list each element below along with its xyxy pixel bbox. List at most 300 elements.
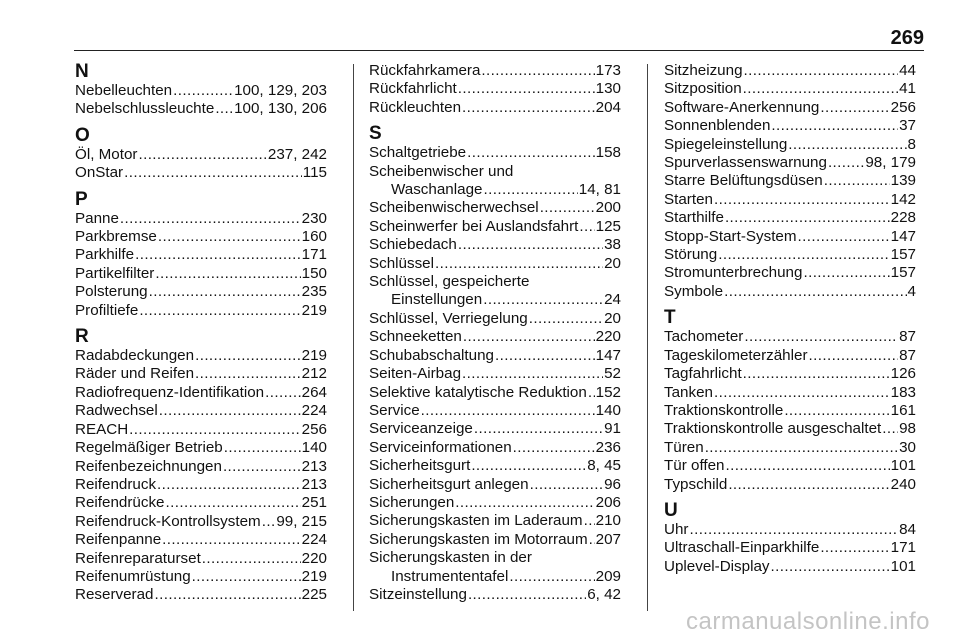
page-reference: 115	[302, 164, 327, 182]
index-entry	[75, 164, 327, 182]
index-entry	[664, 172, 916, 190]
index-entry	[664, 457, 916, 475]
page-reference: 200	[595, 199, 621, 217]
index-entry	[75, 302, 327, 320]
page-reference: 140	[595, 401, 621, 419]
index-term: Sicherheitsgurt	[369, 457, 471, 475]
watermark: carmanualsonline.info	[686, 608, 930, 635]
index-entry	[664, 521, 916, 539]
index-term: Tür offen	[664, 457, 725, 475]
index-entry	[664, 328, 916, 346]
index-term: Software-Anerkennung	[664, 98, 820, 116]
index-entry	[369, 365, 621, 383]
page-reference: 157	[890, 246, 916, 264]
index-entry	[75, 402, 327, 420]
dot-leader	[265, 384, 301, 402]
index-entry	[75, 265, 327, 283]
index-entry	[664, 283, 916, 301]
dot-leader	[820, 539, 889, 557]
dot-leader	[138, 146, 266, 164]
index-entry	[664, 420, 916, 438]
dot-leader	[579, 218, 594, 236]
page-reference: 220	[595, 328, 621, 346]
index-term: Tagfahrlicht	[664, 365, 742, 383]
index-term: Schlüssel, Verriegelung	[369, 309, 528, 327]
dot-leader	[784, 402, 889, 420]
dot-leader	[495, 347, 595, 365]
index-term: Rückfahrlicht	[369, 80, 457, 98]
dot-leader	[120, 210, 301, 228]
index-term: Reserverad	[75, 586, 154, 604]
section-letter: P	[75, 188, 88, 210]
page-reference: 96	[604, 475, 621, 493]
index-entry	[75, 568, 327, 586]
index-term: Räder und Reifen	[75, 365, 195, 383]
page-reference: 20	[604, 254, 621, 272]
index-term: Instrumententafel	[391, 567, 509, 585]
dot-leader	[743, 80, 898, 98]
dot-leader	[530, 476, 604, 494]
index-entry	[664, 384, 916, 402]
index-term: Einstellungen	[391, 291, 483, 309]
index-entry-heading: Sicherungskasten in der	[369, 549, 532, 567]
page-reference: 219	[301, 567, 327, 585]
index-entry	[664, 476, 916, 494]
page-reference: 101	[890, 557, 916, 575]
page-reference: 183	[890, 383, 916, 401]
index-term: Sitzposition	[664, 80, 742, 98]
page-reference: 224	[301, 531, 327, 549]
index-term: Ultraschall-Einparkhilfe	[664, 539, 820, 557]
page-reference: 251	[301, 494, 327, 512]
index-term: Waschanlage	[391, 181, 483, 199]
index-term: Partikelfilter	[75, 264, 155, 282]
index-entry	[369, 476, 621, 494]
dot-leader	[771, 558, 890, 576]
page-reference: 4	[907, 282, 916, 300]
dot-leader	[139, 302, 300, 320]
index-term: Reifendrücke	[75, 494, 165, 512]
index-entry	[664, 264, 916, 282]
index-term: Service	[369, 401, 420, 419]
section-letter: U	[664, 499, 678, 521]
dot-leader	[129, 421, 300, 439]
index-term: Scheibenwischerwechsel	[369, 199, 539, 217]
dot-leader	[195, 347, 301, 365]
page-reference: 98, 179	[865, 154, 916, 172]
index-term: Reifenpanne	[75, 531, 162, 549]
dot-leader	[714, 384, 890, 402]
page-reference: 140	[301, 439, 327, 457]
index-entry	[369, 218, 621, 236]
page-reference: 91	[604, 420, 621, 438]
dot-leader	[798, 228, 890, 246]
dot-leader	[828, 154, 864, 172]
index-entry	[369, 236, 621, 254]
index-entry	[75, 100, 327, 118]
dot-leader	[483, 181, 577, 199]
index-term: Traktionskontrolle ausgeschaltet	[664, 420, 882, 438]
page-reference: 84	[899, 520, 916, 538]
dot-leader	[820, 99, 889, 117]
index-entry	[664, 439, 916, 457]
index-entry	[75, 146, 327, 164]
dot-leader	[589, 531, 595, 549]
index-term: Serviceanzeige	[369, 420, 473, 438]
index-entry	[75, 513, 327, 531]
index-term: Radabdeckungen	[75, 347, 195, 365]
page-reference: 125	[595, 217, 621, 235]
page-reference: 236	[595, 438, 621, 456]
dot-leader	[462, 365, 603, 383]
dot-leader	[155, 586, 301, 604]
dot-leader	[463, 328, 595, 346]
index-term: Spiegeleinstellung	[664, 135, 788, 153]
index-entry	[369, 144, 621, 162]
index-term: Sicherungen	[369, 493, 455, 511]
index-entry	[664, 365, 916, 383]
page-reference: 230	[301, 209, 327, 227]
dot-leader	[157, 476, 301, 494]
index-entry	[664, 80, 916, 98]
index-entry	[664, 62, 916, 80]
index-entry	[369, 199, 621, 217]
index-term: Radwechsel	[75, 402, 158, 420]
index-term: Selektive katalytische Reduktion	[369, 383, 587, 401]
index-entry	[369, 494, 621, 512]
dot-leader	[158, 228, 301, 246]
page-reference: 240	[890, 475, 916, 493]
index-entry	[369, 531, 621, 549]
page-reference: 101	[890, 457, 916, 475]
index-entry	[664, 246, 916, 264]
dot-leader	[481, 62, 594, 80]
page-reference: 237, 242	[267, 145, 327, 163]
index-entry	[75, 586, 327, 604]
index-term: Radiofrequenz-Identifikation	[75, 383, 265, 401]
index-term: Tanken	[664, 383, 713, 401]
index-term: Tachometer	[664, 328, 744, 346]
dot-leader	[725, 209, 890, 227]
index-column-3	[664, 62, 916, 576]
index-entry	[75, 365, 327, 383]
index-entry	[75, 439, 327, 457]
index-term: Schiebedach	[369, 236, 457, 254]
page-reference: 219	[301, 301, 327, 319]
page-reference: 147	[890, 227, 916, 245]
dot-leader	[728, 476, 889, 494]
dot-leader	[458, 236, 603, 254]
page-reference: 8, 45	[587, 457, 621, 475]
index-entry	[369, 62, 621, 80]
index-entry	[75, 494, 327, 512]
dot-leader	[584, 512, 595, 530]
section-letter: O	[75, 124, 90, 146]
index-term: Starten	[664, 190, 713, 208]
index-term: Polsterung	[75, 283, 148, 301]
index-entry	[664, 347, 916, 365]
index-term: Sonnenblenden	[664, 117, 771, 135]
column-divider	[353, 64, 354, 611]
dot-leader	[166, 494, 301, 512]
page-reference: 147	[595, 346, 621, 364]
index-term: Stromunterbrechung	[664, 264, 803, 282]
dot-leader	[743, 365, 890, 383]
dot-leader	[474, 420, 603, 438]
dot-leader	[744, 62, 899, 80]
index-entry	[369, 255, 621, 273]
page-reference: 225	[301, 586, 327, 604]
index-entry	[75, 458, 327, 476]
page-reference: 171	[301, 246, 327, 264]
dot-leader	[421, 402, 595, 420]
dot-leader	[467, 144, 595, 162]
dot-leader	[726, 457, 890, 475]
index-term: Nebelschlussleuchte	[75, 100, 215, 118]
index-term: Rückleuchten	[369, 98, 462, 116]
index-term: Regelmäßiger Betrieb	[75, 439, 223, 457]
index-entry	[369, 181, 621, 199]
index-term: Türen	[664, 438, 704, 456]
index-term: Sicherungskasten im Motorraum	[369, 530, 588, 548]
dot-leader	[809, 347, 899, 365]
index-entry	[664, 558, 916, 576]
index-term: Panne	[75, 209, 119, 227]
header-rule	[74, 50, 924, 51]
page-reference: 98	[899, 420, 916, 438]
page-reference: 235	[301, 283, 327, 301]
index-entry	[75, 246, 327, 264]
page-reference: 100, 129, 203	[234, 82, 327, 99]
page-reference: 213	[301, 457, 327, 475]
dot-leader	[462, 99, 595, 117]
dot-leader	[195, 365, 301, 383]
index-term: Tageskilometerzähler	[664, 346, 808, 364]
index-entry	[369, 328, 621, 346]
index-term: Starthilfe	[664, 209, 724, 227]
index-entry	[369, 439, 621, 457]
index-term: Schaltgetriebe	[369, 144, 467, 162]
dot-leader	[803, 264, 889, 282]
index-entry	[664, 154, 916, 172]
dot-leader	[149, 283, 301, 301]
index-term: Störung	[664, 246, 718, 264]
page-reference: 171	[890, 539, 916, 557]
index-term: Uhr	[664, 520, 689, 538]
page-reference: 207	[595, 530, 621, 548]
page-reference: 213	[301, 475, 327, 493]
section-letter: N	[75, 61, 89, 82]
index-entry	[75, 283, 327, 301]
dot-leader	[455, 494, 594, 512]
index-term: Schneeketten	[369, 328, 462, 346]
index-term: Serviceinformationen	[369, 438, 512, 456]
index-entry	[75, 421, 327, 439]
dot-leader	[162, 531, 301, 549]
index-entry	[75, 476, 327, 494]
page-reference: 212	[301, 365, 327, 383]
page-reference: 224	[301, 402, 327, 420]
column-divider	[647, 64, 648, 611]
index-term: Reifendruck-Kontrollsystem	[75, 512, 261, 530]
index-term: Stopp-Start-System	[664, 227, 797, 245]
index-entry	[75, 228, 327, 246]
index-entry	[75, 550, 327, 568]
page-reference: 44	[899, 62, 916, 79]
index-term: Sitzheizung	[664, 62, 743, 79]
index-entry	[75, 384, 327, 402]
index-entry	[664, 117, 916, 135]
index-entry	[369, 586, 621, 604]
index-entry	[369, 420, 621, 438]
index-entry	[664, 191, 916, 209]
page-reference: 99, 215	[276, 512, 327, 530]
page-reference: 219	[301, 347, 327, 365]
page-reference: 20	[604, 309, 621, 327]
index-term: Reifenbezeichnungen	[75, 457, 222, 475]
page-reference: 209	[595, 567, 621, 585]
index-term: OnStar	[75, 164, 124, 182]
index-term: REACH	[75, 420, 129, 438]
dot-leader	[223, 458, 301, 476]
index-entry-heading: Scheibenwischer und	[369, 162, 514, 180]
index-entry	[75, 347, 327, 365]
dot-leader	[192, 568, 301, 586]
dot-leader	[173, 82, 233, 100]
index-term: Traktionskontrolle	[664, 401, 784, 419]
dot-leader	[718, 246, 889, 264]
section-letter: R	[75, 326, 89, 348]
dot-leader	[135, 246, 301, 264]
dot-leader	[724, 283, 906, 301]
page-reference: 210	[595, 512, 621, 530]
page-reference: 37	[899, 117, 916, 135]
dot-leader	[458, 80, 595, 98]
dot-leader	[262, 513, 276, 531]
index-entry	[369, 310, 621, 328]
page-number: 269	[890, 27, 924, 49]
index-term: Öl, Motor	[75, 145, 138, 163]
index-term: Uplevel-Display	[664, 557, 770, 575]
dot-leader	[529, 310, 603, 328]
index-entry	[664, 539, 916, 557]
index-term: Symbole	[664, 282, 724, 300]
dot-leader	[513, 439, 595, 457]
page-reference: 38	[604, 236, 621, 254]
dot-leader	[689, 521, 898, 539]
index-entry	[369, 512, 621, 530]
dot-leader	[471, 457, 586, 475]
index-term: Sicherungskasten im Laderaum	[369, 512, 583, 530]
index-term: Typschild	[664, 475, 728, 493]
dot-leader	[468, 586, 586, 604]
page-reference: 173	[595, 62, 621, 79]
section-letter: T	[664, 307, 676, 329]
index-term: Reifendruck	[75, 475, 157, 493]
page-reference: 142	[890, 190, 916, 208]
dot-leader	[588, 384, 595, 402]
page-reference: 206	[595, 493, 621, 511]
index-entry	[369, 99, 621, 117]
dot-leader	[744, 328, 898, 346]
section-letter: S	[369, 123, 382, 145]
index-term: Seiten-Airbag	[369, 365, 462, 383]
index-term: Starre Belüftungsdüsen	[664, 172, 823, 190]
dot-leader	[882, 420, 898, 438]
index-term: Sicherheitsgurt anlegen	[369, 475, 529, 493]
page-reference: 152	[595, 383, 621, 401]
dot-leader	[435, 255, 603, 273]
index-entry	[664, 99, 916, 117]
dot-leader	[509, 568, 594, 586]
page-reference: 264	[301, 383, 327, 401]
index-entry	[75, 82, 327, 100]
index-entry	[369, 402, 621, 420]
dot-leader	[159, 402, 301, 420]
index-column-1	[75, 62, 327, 605]
page-reference: 126	[890, 365, 916, 383]
dot-leader	[824, 172, 890, 190]
page-reference: 150	[301, 264, 327, 282]
index-term: Schlüssel	[369, 254, 434, 272]
index-term: Parkhilfe	[75, 246, 135, 264]
dot-leader	[714, 191, 890, 209]
page-reference: 41	[899, 80, 916, 98]
page-reference: 130	[595, 80, 621, 98]
index-entry	[75, 531, 327, 549]
index-entry	[369, 80, 621, 98]
dot-leader	[483, 291, 603, 309]
index-term: Nebelleuchten	[75, 82, 173, 99]
index-entry	[369, 384, 621, 402]
dot-leader	[705, 439, 898, 457]
page-reference: 256	[301, 420, 327, 438]
dot-leader	[540, 199, 595, 217]
index-term: Spurverlassenswarnung	[664, 154, 827, 172]
page-reference: 8	[907, 135, 916, 153]
index-term: Parkbremse	[75, 228, 157, 246]
page-reference: 158	[595, 144, 621, 162]
page-reference: 204	[595, 98, 621, 116]
page-reference: 220	[301, 549, 327, 567]
index-entry	[664, 136, 916, 154]
page-reference: 100, 130, 206	[234, 100, 327, 118]
page-reference: 160	[301, 228, 327, 246]
page-reference: 161	[890, 401, 916, 419]
page-reference: 256	[890, 98, 916, 116]
page-reference: 52	[604, 365, 621, 383]
index-entry	[664, 209, 916, 227]
page-reference: 14, 81	[578, 181, 621, 199]
index-entry-heading: Schlüssel, gespeicherte	[369, 273, 530, 291]
page-reference: 6, 42	[587, 585, 621, 603]
dot-leader	[215, 100, 233, 118]
dot-leader	[224, 439, 301, 457]
index-term: Scheinwerfer bei Auslandsfahrt	[369, 217, 579, 235]
index-term: Reifenumrüstung	[75, 567, 191, 585]
dot-leader	[124, 164, 302, 182]
page-reference: 87	[899, 328, 916, 346]
page-reference: 87	[899, 346, 916, 364]
index-entry	[369, 568, 621, 586]
index-term: Sitzeinstellung	[369, 585, 467, 603]
index-entry	[75, 210, 327, 228]
page-reference: 228	[890, 209, 916, 227]
page-reference: 139	[890, 172, 916, 190]
index-entry	[369, 457, 621, 475]
dot-leader	[771, 117, 898, 135]
dot-leader	[788, 136, 906, 154]
